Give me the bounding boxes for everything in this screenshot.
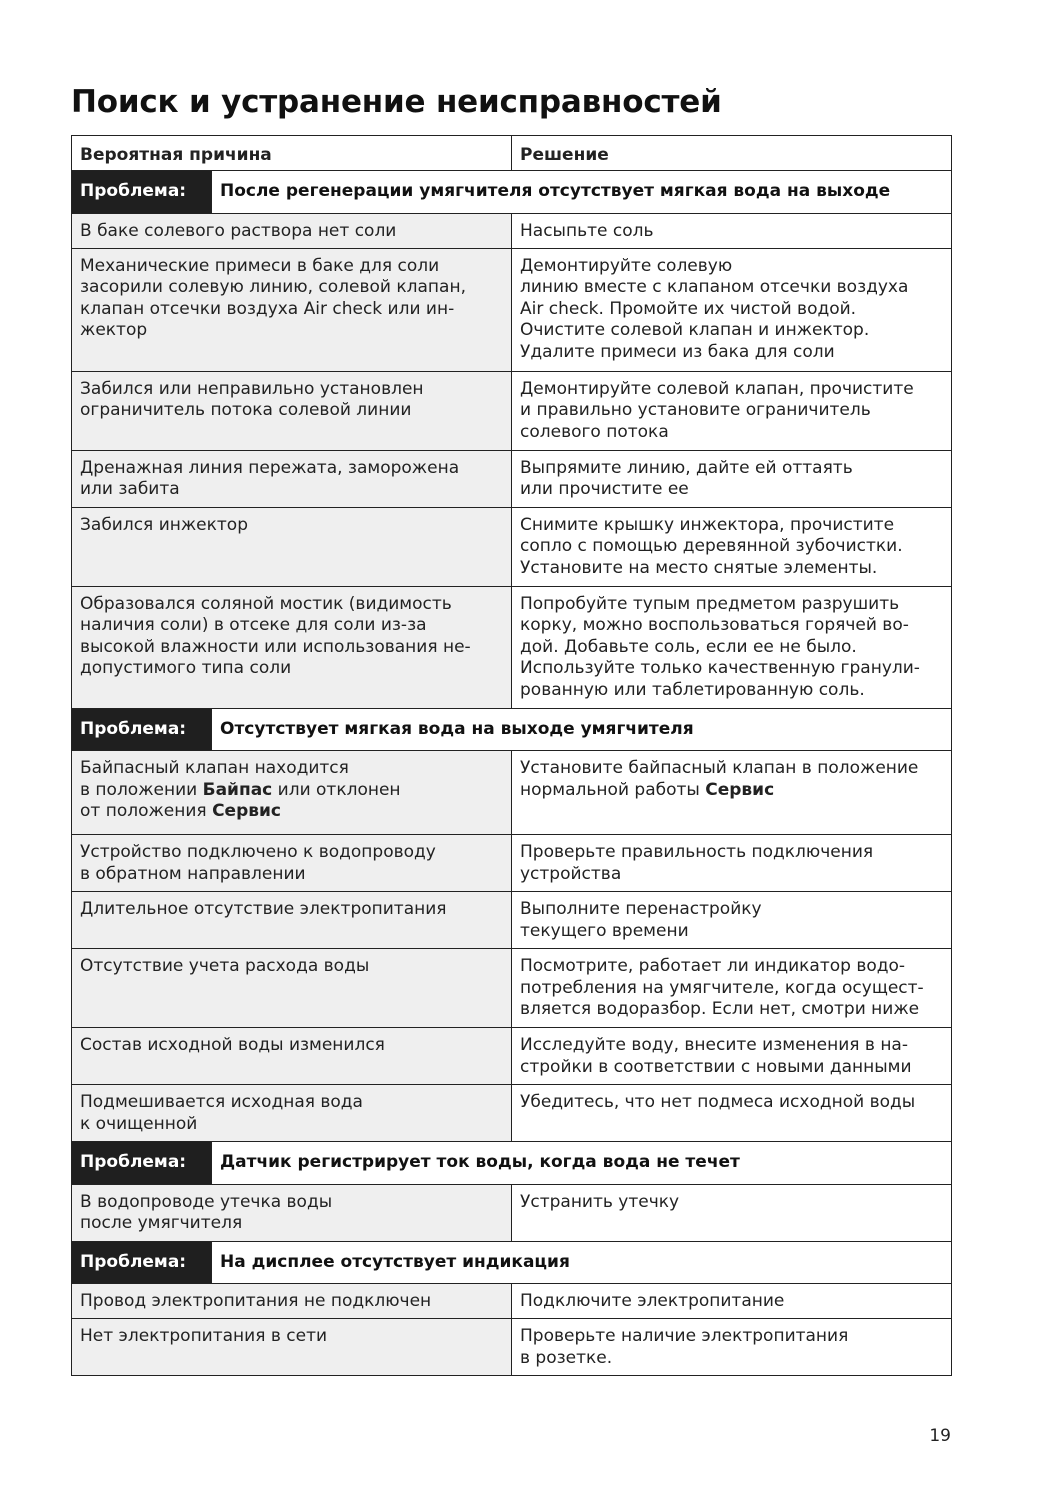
text-fragment: наличия соли) в отсеке для соли из-за bbox=[80, 615, 427, 635]
text-line bbox=[520, 658, 943, 680]
text-fragment: Состав исходной воды изменился bbox=[80, 1035, 385, 1055]
cause-cell bbox=[72, 586, 512, 708]
text-fragment: Образовался соляной мостик (видимость bbox=[80, 593, 452, 614]
solution-cell bbox=[512, 586, 952, 708]
text-fragment: Проверьте наличие электропитания bbox=[520, 1326, 849, 1346]
text-line bbox=[80, 899, 503, 921]
text-line bbox=[80, 515, 503, 537]
text-fragment: Исследуйте воду, внесите изменения в на- bbox=[520, 1035, 908, 1055]
solution-cell bbox=[512, 248, 952, 371]
text-line bbox=[520, 299, 943, 321]
text-line bbox=[520, 864, 943, 886]
text-fragment: Дренажная линия пережата, заморожена bbox=[80, 457, 460, 478]
table-row bbox=[72, 507, 952, 586]
cause-cell bbox=[72, 892, 512, 949]
cause-cell bbox=[72, 371, 512, 450]
solution-cell bbox=[512, 371, 952, 450]
text-fragment: Air check. Промойте их чистой водой. bbox=[520, 298, 857, 319]
text-fragment: Используйте только качественную гранули- bbox=[520, 658, 920, 678]
solution-cell bbox=[512, 1184, 952, 1241]
text-line bbox=[80, 1213, 503, 1235]
text-line bbox=[80, 379, 503, 401]
text-line bbox=[80, 1192, 503, 1214]
text-line bbox=[80, 780, 503, 802]
text-fragment: ограничитель потока солевой линии bbox=[80, 400, 412, 420]
text-fragment: Насыпьте соль bbox=[520, 220, 654, 241]
solution-cell bbox=[512, 892, 952, 949]
text-line bbox=[520, 458, 943, 480]
text-fragment: линию вместе с клапаном отсечки воздуха bbox=[520, 277, 909, 297]
text-fragment: высокой влажности или использования не- bbox=[80, 636, 471, 657]
cause-cell bbox=[72, 450, 512, 507]
text-fragment: Байпасный клапан находится bbox=[80, 758, 349, 778]
text-fragment: В водопроводе утечка воды bbox=[80, 1191, 333, 1212]
text-line bbox=[80, 956, 503, 978]
cause-cell bbox=[72, 507, 512, 586]
text-fragment: Очистите солевой клапан и инжектор. bbox=[520, 320, 870, 340]
text-line bbox=[520, 400, 943, 422]
text-line bbox=[520, 558, 943, 580]
table-row bbox=[72, 949, 952, 1028]
text-fragment: Установите на место снятые элементы. bbox=[520, 557, 878, 578]
text-line bbox=[520, 899, 943, 921]
header-cause: Вероятная причина bbox=[72, 136, 512, 171]
text-line bbox=[80, 594, 503, 616]
text-line bbox=[520, 1057, 943, 1079]
text-fragment: клапан отсечки воздуха Air check или ин- bbox=[80, 298, 455, 319]
problem-label: Проблема: bbox=[72, 1142, 212, 1185]
text-fragment: к очищенной bbox=[80, 1113, 198, 1134]
text-fragment: Выпрямите линию, дайте ей оттаять bbox=[520, 457, 853, 478]
problem-label: Проблема: bbox=[72, 1241, 212, 1284]
text-line bbox=[520, 615, 943, 637]
text-fragment: Убедитесь, что нет подмеса исходной воды bbox=[520, 1092, 916, 1112]
solution-cell bbox=[512, 213, 952, 248]
emphasis-text: Байпас bbox=[202, 779, 273, 800]
text-fragment: устройства bbox=[520, 863, 622, 884]
text-line bbox=[520, 256, 943, 278]
text-fragment: текущего времени bbox=[520, 920, 689, 941]
cause-cell bbox=[72, 1319, 512, 1376]
solution-cell bbox=[512, 835, 952, 892]
cause-cell bbox=[72, 949, 512, 1028]
text-fragment: Удалите примеси из бака для соли bbox=[520, 341, 835, 362]
solution-cell bbox=[512, 1085, 952, 1142]
problem-text: Датчик регистрирует ток воды, когда вода не течет bbox=[212, 1142, 952, 1185]
text-fragment: или забита bbox=[80, 479, 180, 499]
troubleshooting-table bbox=[71, 135, 952, 1376]
text-line bbox=[80, 479, 503, 501]
text-fragment: Механические примеси в баке для соли bbox=[80, 255, 440, 276]
text-line bbox=[520, 422, 943, 444]
cause-cell bbox=[72, 835, 512, 892]
text-fragment: корку, можно воспользоваться горячей во- bbox=[520, 615, 909, 635]
table-row bbox=[72, 371, 952, 450]
cause-cell bbox=[72, 1284, 512, 1319]
text-fragment: Подключите электропитание bbox=[520, 1291, 785, 1311]
text-line bbox=[520, 637, 943, 659]
text-line bbox=[520, 594, 943, 616]
text-line bbox=[520, 1035, 943, 1057]
text-line bbox=[520, 956, 943, 978]
text-line bbox=[520, 277, 943, 299]
text-line bbox=[80, 400, 503, 422]
table-row bbox=[72, 835, 952, 892]
text-fragment: потребления на умягчителе, когда осущест- bbox=[520, 977, 924, 998]
problem-text: На дисплее отсутствует индикация bbox=[212, 1241, 952, 1284]
text-line bbox=[80, 320, 503, 342]
text-line bbox=[80, 277, 503, 299]
text-line bbox=[520, 680, 943, 702]
text-fragment: Установите байпасный клапан в положение bbox=[520, 758, 919, 778]
text-line bbox=[520, 842, 943, 864]
text-fragment: в обратном направлении bbox=[80, 863, 306, 884]
text-line bbox=[80, 637, 503, 659]
text-line bbox=[520, 479, 943, 501]
solution-cell bbox=[512, 949, 952, 1028]
cause-cell bbox=[72, 1028, 512, 1085]
table-row bbox=[72, 213, 952, 248]
text-fragment: Демонтируйте солевой клапан, прочистите bbox=[520, 378, 914, 399]
text-line bbox=[520, 1326, 943, 1348]
text-fragment: Нет электропитания в сети bbox=[80, 1326, 328, 1346]
text-fragment: стройки в соответствии с новыми данными bbox=[520, 1056, 912, 1077]
text-fragment: Выполните перенастройку bbox=[520, 899, 762, 919]
text-fragment: сопло с помощью деревянной зубочистки. bbox=[520, 536, 903, 556]
table-row bbox=[72, 1028, 952, 1085]
text-fragment: Попробуйте тупым предметом разрушить bbox=[520, 593, 900, 614]
table-row bbox=[72, 751, 952, 835]
solution-cell bbox=[512, 1319, 952, 1376]
table-row bbox=[72, 586, 952, 708]
text-fragment: от положения bbox=[80, 801, 213, 821]
table-row bbox=[72, 892, 952, 949]
solution-cell bbox=[512, 1028, 952, 1085]
text-fragment: или прочистите ее bbox=[520, 479, 689, 499]
text-line bbox=[80, 801, 503, 823]
text-fragment: Посмотрите, работает ли индикатор водо- bbox=[520, 956, 906, 976]
text-line bbox=[520, 221, 943, 243]
text-line bbox=[520, 1192, 943, 1214]
header-solution: Решение bbox=[512, 136, 952, 171]
text-line bbox=[80, 658, 503, 680]
page-number: 19 bbox=[929, 1426, 951, 1446]
text-fragment: В баке солевого раствора нет соли bbox=[80, 220, 397, 241]
text-fragment: Забился или неправильно установлен bbox=[80, 378, 424, 399]
text-fragment: Устранить утечку bbox=[520, 1191, 680, 1212]
text-fragment: в розетке. bbox=[520, 1347, 613, 1368]
text-line bbox=[520, 320, 943, 342]
text-fragment: Провод электропитания не подключен bbox=[80, 1291, 432, 1311]
text-line bbox=[80, 221, 503, 243]
text-fragment: Подмешивается исходная вода bbox=[80, 1092, 363, 1112]
table-row bbox=[72, 1085, 952, 1142]
text-fragment: в положении bbox=[80, 779, 203, 800]
cause-cell bbox=[72, 751, 512, 835]
text-fragment: жектор bbox=[80, 320, 148, 340]
text-line bbox=[80, 299, 503, 321]
text-fragment: Демонтируйте солевую bbox=[520, 255, 733, 276]
text-line bbox=[80, 1291, 503, 1313]
text-fragment: вляется водоразбор. Если нет, смотри ниже bbox=[520, 999, 920, 1019]
text-fragment: засорили солевую линию, солевой клапан, bbox=[80, 277, 466, 297]
text-line bbox=[520, 1348, 943, 1370]
table-header-row bbox=[72, 136, 952, 171]
problem-row bbox=[72, 1142, 952, 1185]
text-fragment: Устройство подключено к водопроводу bbox=[80, 842, 436, 862]
problem-row bbox=[72, 170, 952, 213]
solution-cell bbox=[512, 1284, 952, 1319]
text-fragment: Проверьте правильность подключения bbox=[520, 842, 874, 862]
text-fragment: нормальной работы bbox=[520, 779, 706, 800]
text-line bbox=[520, 921, 943, 943]
text-line bbox=[80, 842, 503, 864]
problem-row bbox=[72, 708, 952, 751]
text-fragment: или отклонен bbox=[272, 779, 401, 800]
text-line bbox=[520, 379, 943, 401]
table-row bbox=[72, 248, 952, 371]
table-row bbox=[72, 1184, 952, 1241]
text-line bbox=[80, 1326, 503, 1348]
cause-cell bbox=[72, 1085, 512, 1142]
table-row bbox=[72, 450, 952, 507]
text-fragment: после умягчителя bbox=[80, 1213, 243, 1233]
text-line bbox=[520, 780, 943, 802]
emphasis-text: Сервис bbox=[705, 779, 775, 800]
problem-label: Проблема: bbox=[72, 708, 212, 751]
text-line bbox=[80, 758, 503, 780]
text-fragment: Снимите крышку инжектора, прочистите bbox=[520, 514, 895, 535]
text-line bbox=[80, 1035, 503, 1057]
text-fragment: рованную или таблетированную соль. bbox=[520, 679, 865, 700]
cause-cell bbox=[72, 248, 512, 371]
text-fragment: и правильно установите ограничитель bbox=[520, 400, 871, 420]
solution-cell bbox=[512, 450, 952, 507]
text-line bbox=[520, 1092, 943, 1114]
emphasis-text: Сервис bbox=[212, 801, 281, 821]
text-line bbox=[80, 256, 503, 278]
problem-text: Отсутствует мягкая вода на выходе умягчителя bbox=[212, 708, 952, 751]
text-line bbox=[520, 342, 943, 364]
text-fragment: дой. Добавьте соль, если ее не было. bbox=[520, 636, 857, 657]
text-fragment: допустимого типа соли bbox=[80, 658, 292, 678]
text-line bbox=[80, 864, 503, 886]
text-line bbox=[80, 615, 503, 637]
text-fragment: Отсутствие учета расхода воды bbox=[80, 956, 370, 976]
text-line bbox=[520, 536, 943, 558]
table-row bbox=[72, 1319, 952, 1376]
solution-cell bbox=[512, 751, 952, 835]
table-row bbox=[72, 1284, 952, 1319]
text-fragment: Длительное отсутствие электропитания bbox=[80, 899, 447, 919]
text-line bbox=[520, 515, 943, 537]
problem-row bbox=[72, 1241, 952, 1284]
text-line bbox=[520, 978, 943, 1000]
text-fragment: Забился инжектор bbox=[80, 514, 248, 535]
text-line bbox=[80, 1114, 503, 1136]
cause-cell bbox=[72, 213, 512, 248]
text-fragment: солевого потока bbox=[520, 421, 669, 442]
cause-cell bbox=[72, 1184, 512, 1241]
text-line bbox=[520, 758, 943, 780]
solution-cell bbox=[512, 507, 952, 586]
text-line bbox=[80, 1092, 503, 1114]
text-line bbox=[80, 458, 503, 480]
problem-text: После регенерации умягчителя отсутствует мягкая вода на выходе bbox=[212, 170, 952, 213]
text-line bbox=[520, 1291, 943, 1313]
problem-label: Проблема: bbox=[72, 170, 212, 213]
page-title: Поиск и устранение неисправностей bbox=[71, 84, 722, 120]
text-line bbox=[520, 999, 943, 1021]
